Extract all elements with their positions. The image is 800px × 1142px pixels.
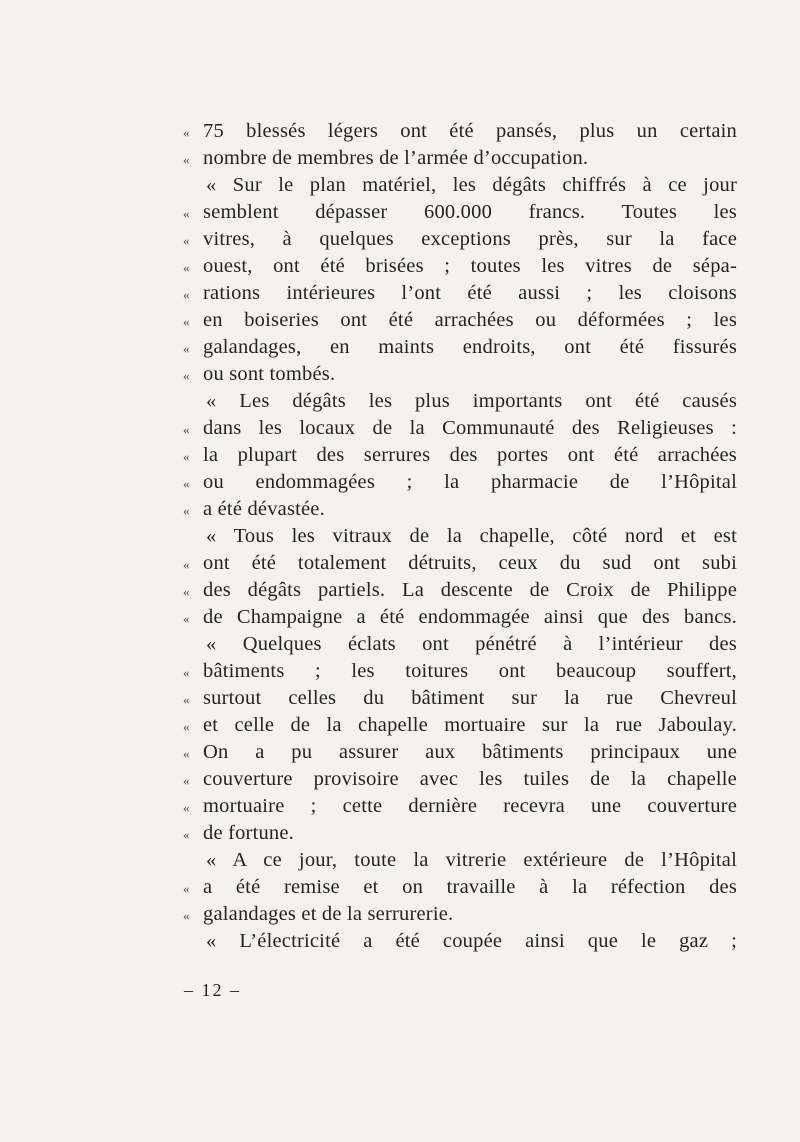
quote-mark: « <box>183 800 190 815</box>
line-text: en boiseries ont été arrachées ou déformées ; les <box>203 309 737 331</box>
quote-mark: « <box>183 449 190 464</box>
line-text: ou sont tombés. <box>203 363 336 385</box>
quote-mark: « <box>183 287 190 302</box>
line-text: « Les dégâts les plus importants ont été causés <box>206 390 737 412</box>
text-line <box>183 199 737 226</box>
text-line <box>183 739 737 766</box>
line-text: et celle de la chapelle mortuaire sur la rue Jaboulay. <box>203 714 737 736</box>
text-line <box>183 172 737 199</box>
line-text: « Tous les vitraux de la chapelle, côté nord et est <box>206 525 737 547</box>
quote-mark: « <box>183 260 190 275</box>
text-line <box>183 604 737 631</box>
quote-mark: « <box>183 314 190 329</box>
quote-mark: « <box>183 611 190 626</box>
line-text: « L’électricité a été coupée ainsi que le gaz ; <box>206 930 737 952</box>
line-text: « Sur le plan matériel, les dégâts chiffrés à ce jour <box>206 174 737 196</box>
line-text: galandages et de la serrurerie. <box>203 903 454 925</box>
text-line <box>183 118 737 145</box>
quote-mark: « <box>183 719 190 734</box>
text-line <box>183 388 737 415</box>
text-line <box>183 685 737 712</box>
text-line <box>183 874 737 901</box>
quote-mark: « <box>183 827 190 842</box>
text-line <box>183 145 737 172</box>
text-line <box>183 901 737 928</box>
text-line <box>183 847 737 874</box>
line-text: rations intérieures l’ont été aussi ; les cloisons <box>203 282 737 304</box>
text-line <box>183 415 737 442</box>
quote-mark: « <box>183 881 190 896</box>
page-number: – 12 – <box>184 980 241 1000</box>
line-text: 75 blessés légers ont été pansés, plus un certain <box>203 120 737 142</box>
text-line <box>183 523 737 550</box>
quote-mark: « <box>183 368 190 383</box>
line-text: « A ce jour, toute la vitrerie extérieure de l’Hôpital <box>206 849 737 871</box>
text-line <box>183 928 737 955</box>
line-text: semblent dépasser 600.000 francs. Toutes les <box>203 201 737 223</box>
line-text: de Champaigne a été endommagée ainsi que des bancs. <box>203 606 737 628</box>
quote-mark: « <box>183 422 190 437</box>
body-text <box>183 118 737 955</box>
line-text: vitres, à quelques exceptions près, sur la face <box>203 228 737 250</box>
line-text: ont été totalement détruits, ceux du sud ont subi <box>203 552 737 574</box>
line-text: a été remise et on travaille à la réfection des <box>203 876 737 898</box>
line-text: dans les locaux de la Communauté des Religieuses : <box>203 417 737 439</box>
text-line <box>183 793 737 820</box>
line-text: la plupart des serrures des portes ont été arrachées <box>203 444 737 466</box>
line-text: a été dévastée. <box>203 498 325 520</box>
quote-mark: « <box>183 557 190 572</box>
quote-mark: « <box>183 773 190 788</box>
quote-mark: « <box>183 503 190 518</box>
quote-mark: « <box>183 206 190 221</box>
quote-mark: « <box>183 476 190 491</box>
text-line <box>183 253 737 280</box>
quote-mark: « <box>183 584 190 599</box>
text-line <box>183 334 737 361</box>
text-line <box>183 550 737 577</box>
line-text: bâtiments ; les toitures ont beaucoup souffert, <box>203 660 737 682</box>
text-line <box>183 361 737 388</box>
text-line <box>183 226 737 253</box>
line-text: galandages, en maints endroits, ont été fissurés <box>203 336 737 358</box>
line-text: nombre de membres de l’armée d’occupation. <box>203 147 589 169</box>
quote-mark: « <box>183 746 190 761</box>
quote-mark: « <box>183 665 190 680</box>
quote-mark: « <box>183 341 190 356</box>
text-line <box>183 631 737 658</box>
line-text: On a pu assurer aux bâtiments principaux une <box>203 741 737 763</box>
line-text: « Quelques éclats ont pénétré à l’intérieur des <box>206 633 737 655</box>
quote-mark: « <box>183 692 190 707</box>
line-text: ouest, ont été brisées ; toutes les vitres de sépa- <box>203 255 737 277</box>
text-line <box>183 712 737 739</box>
text-line <box>183 658 737 685</box>
quote-mark: « <box>183 908 190 923</box>
text-line <box>183 766 737 793</box>
line-text: de fortune. <box>203 822 294 844</box>
line-text: ou endommagées ; la pharmacie de l’Hôpital <box>203 471 737 493</box>
text-line <box>183 442 737 469</box>
quote-mark: « <box>183 152 190 167</box>
line-text: surtout celles du bâtiment sur la rue Chevreul <box>203 687 737 709</box>
line-text: des dégâts partiels. La descente de Croix de Philippe <box>203 579 737 601</box>
text-line <box>183 280 737 307</box>
quote-mark: « <box>183 125 190 140</box>
text-line <box>183 496 737 523</box>
text-line <box>183 307 737 334</box>
text-line <box>183 469 737 496</box>
text-line <box>183 820 737 847</box>
quote-mark: « <box>183 233 190 248</box>
line-text: couverture provisoire avec les tuiles de la chapelle <box>203 768 737 790</box>
text-line <box>183 577 737 604</box>
line-text: mortuaire ; cette dernière recevra une couverture <box>203 795 737 817</box>
